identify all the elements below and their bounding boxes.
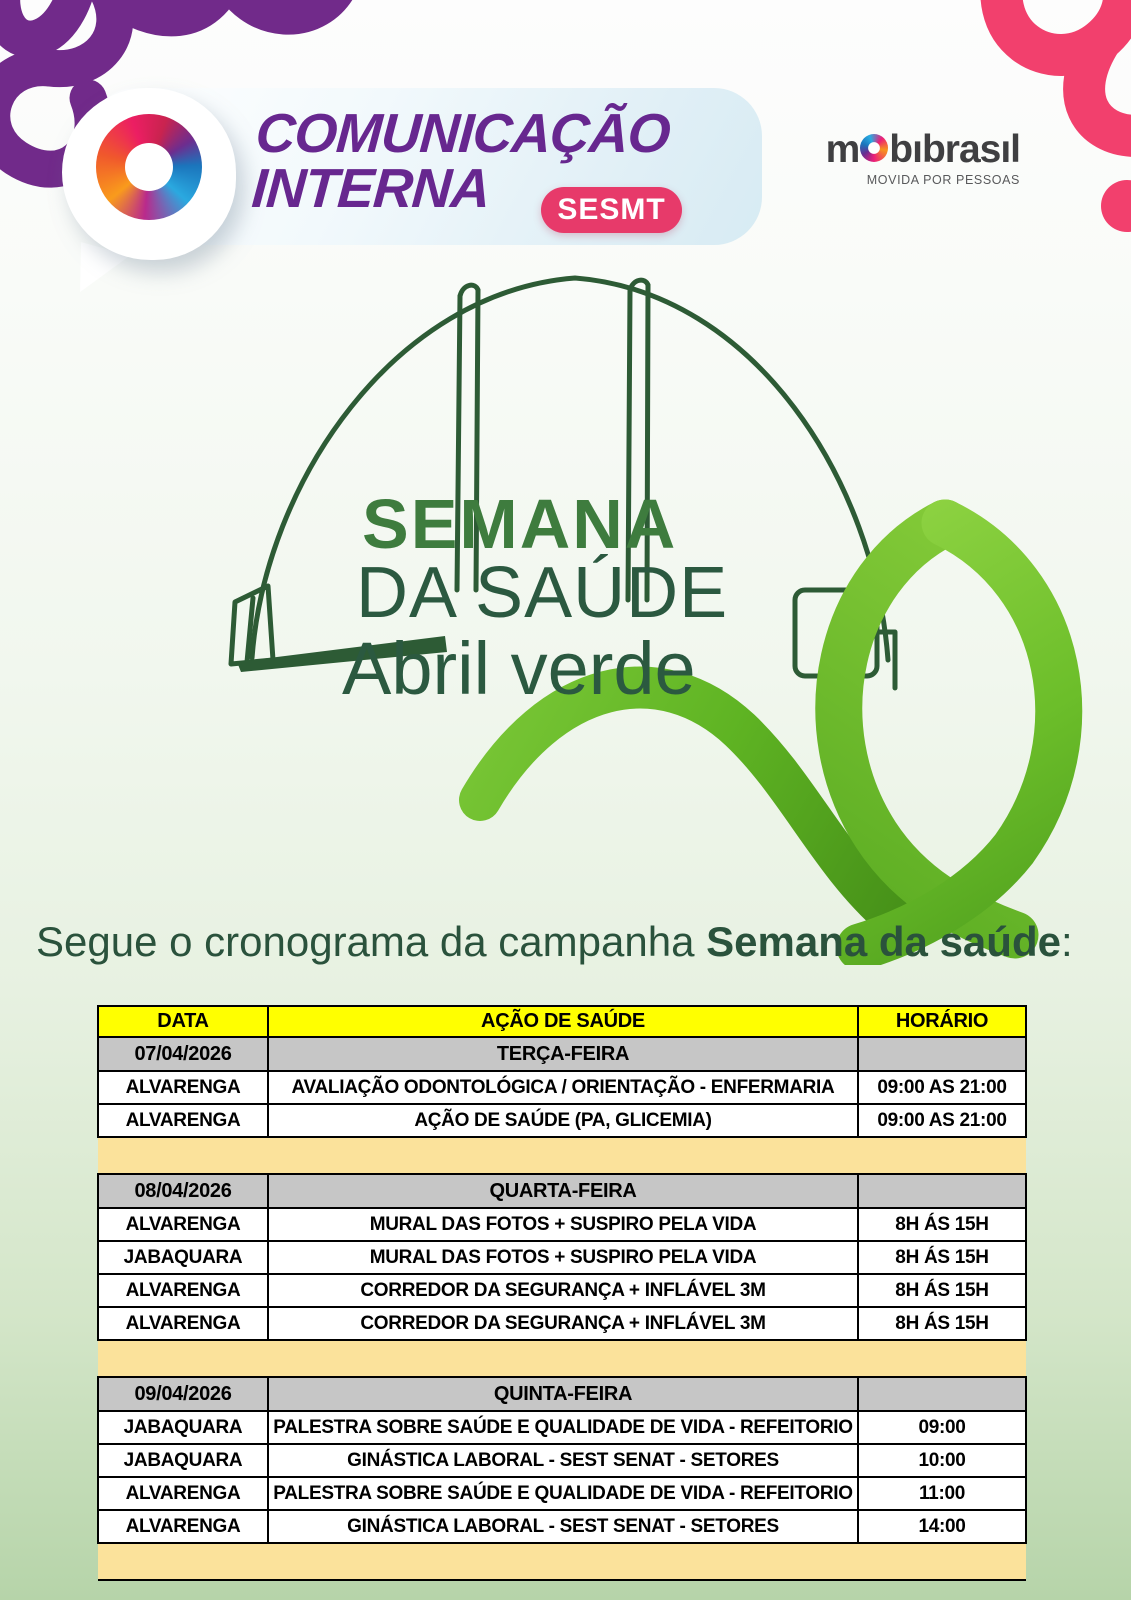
brand-gradient-o-icon (860, 134, 888, 162)
acao-cell: AVALIAÇÃO ODONTOLÓGICA / ORIENTAÇÃO - ENFERMARIA (268, 1071, 858, 1104)
acao-cell: CORREDOR DA SEGURANÇA + INFLÁVEL 3M (268, 1274, 858, 1307)
intro-sentence (36, 918, 1073, 966)
table-day-row (98, 1174, 1026, 1208)
local-cell: JABAQUARA (98, 1444, 268, 1477)
title-line-2: INTERNA (249, 157, 492, 219)
table-row (98, 1444, 1026, 1477)
spacer-cell (98, 1137, 1026, 1174)
column-header-horario: HORÁRIO (858, 1006, 1026, 1037)
horario-cell: 8H ÁS 15H (858, 1274, 1026, 1307)
acao-cell: CORREDOR DA SEGURANÇA + INFLÁVEL 3M (268, 1307, 858, 1340)
horario-cell: 10:00 (858, 1444, 1026, 1477)
intro-regular: Segue o cronograma da campanha (36, 918, 707, 965)
column-header-acao: AÇÃO DE SAÚDE (268, 1006, 858, 1037)
local-cell: ALVARENGA (98, 1477, 268, 1510)
day-empty-cell (858, 1037, 1026, 1071)
table-row (98, 1208, 1026, 1241)
spacer-cell (98, 1543, 1026, 1580)
table-spacer-row (98, 1340, 1026, 1377)
table-day-row (98, 1377, 1026, 1411)
day-date-cell: 08/04/2026 (98, 1174, 268, 1208)
table-row (98, 1411, 1026, 1444)
day-date-cell: 07/04/2026 (98, 1037, 268, 1071)
sesmt-badge: SESMT (541, 187, 682, 233)
table-row (98, 1241, 1026, 1274)
table-row (98, 1104, 1026, 1137)
brand-tagline: MOVIDA POR PESSOAS (866, 173, 1020, 187)
hero-title-abril-verde: Abril verde (342, 627, 696, 710)
acao-cell: GINÁSTICA LABORAL - SEST SENAT - SETORES (268, 1444, 858, 1477)
day-name-cell: QUINTA-FEIRA (268, 1377, 858, 1411)
horario-cell: 14:00 (858, 1510, 1026, 1543)
horario-cell: 11:00 (858, 1477, 1026, 1510)
table-spacer-row (98, 1543, 1026, 1580)
day-empty-cell (858, 1377, 1026, 1411)
acao-cell: MURAL DAS FOTOS + SUSPIRO PELA VIDA (268, 1208, 858, 1241)
horario-cell: 09:00 AS 21:00 (858, 1104, 1026, 1137)
intro-suffix: : (1060, 918, 1073, 965)
hero-title-da-saude: DA SAÚDE (356, 553, 729, 633)
table-row (98, 1477, 1026, 1510)
intro-bold: Semana da saúde (706, 918, 1061, 965)
table-row (98, 1071, 1026, 1104)
local-cell: ALVARENGA (98, 1104, 268, 1137)
acao-cell: AÇÃO DE SAÚDE (PA, GLICEMIA) (268, 1104, 858, 1137)
column-header-data: DATA (98, 1006, 268, 1037)
local-cell: ALVARENGA (98, 1071, 268, 1104)
corner-squiggle-top-right-icon (931, 0, 1131, 234)
schedule-table-body (98, 1037, 1026, 1580)
hero-title-semana: SEMANA (362, 485, 678, 563)
spacer-cell (98, 1340, 1026, 1377)
title-line-1: COMUNICAÇÃO (253, 102, 672, 164)
table-row (98, 1307, 1026, 1340)
acao-cell: MURAL DAS FOTOS + SUSPIRO PELA VIDA (268, 1241, 858, 1274)
local-cell: ALVARENGA (98, 1208, 268, 1241)
brand-logo (786, 128, 1020, 187)
table-header-row (98, 1006, 1026, 1037)
brand-name-m: m (825, 128, 860, 171)
brand-name (786, 128, 1020, 172)
day-empty-cell (858, 1174, 1026, 1208)
horario-cell: 8H ÁS 15H (858, 1208, 1026, 1241)
day-name-cell: QUARTA-FEIRA (268, 1174, 858, 1208)
brand-name-rest: bıbrasıl (889, 128, 1020, 171)
horario-cell: 8H ÁS 15H (858, 1241, 1026, 1274)
table-day-row (98, 1037, 1026, 1071)
gradient-ring-icon (96, 114, 202, 220)
local-cell: ALVARENGA (98, 1510, 268, 1543)
acao-cell: GINÁSTICA LABORAL - SEST SENAT - SETORES (268, 1510, 858, 1543)
horario-cell: 09:00 AS 21:00 (858, 1071, 1026, 1104)
horario-cell: 8H ÁS 15H (858, 1307, 1026, 1340)
table-row (98, 1274, 1026, 1307)
local-cell: JABAQUARA (98, 1411, 268, 1444)
table-row (98, 1510, 1026, 1543)
horario-cell: 09:00 (858, 1411, 1026, 1444)
acao-cell: PALESTRA SOBRE SAÚDE E QUALIDADE DE VIDA - REFEITORIO (268, 1411, 858, 1444)
acao-cell: PALESTRA SOBRE SAÚDE E QUALIDADE DE VIDA - REFEITORIO (268, 1477, 858, 1510)
table-spacer-row (98, 1137, 1026, 1174)
schedule-table (97, 1005, 1027, 1581)
local-cell: ALVARENGA (98, 1307, 268, 1340)
local-cell: ALVARENGA (98, 1274, 268, 1307)
day-date-cell: 09/04/2026 (98, 1377, 268, 1411)
day-name-cell: TERÇA-FEIRA (268, 1037, 858, 1071)
local-cell: JABAQUARA (98, 1241, 268, 1274)
